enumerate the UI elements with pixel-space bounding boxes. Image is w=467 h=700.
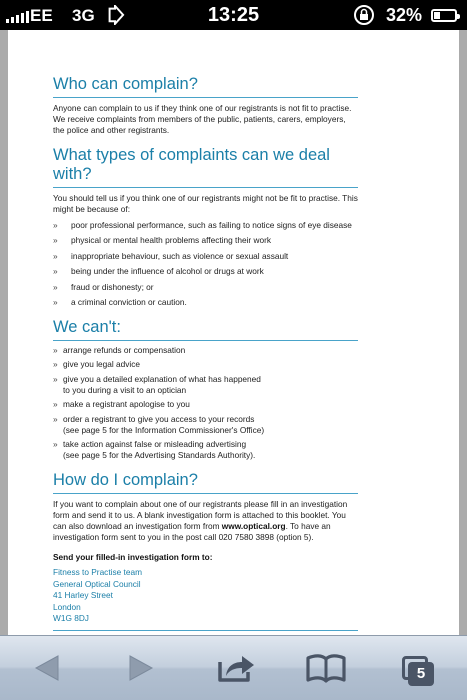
list-item: » fraud or dishonesty; or	[53, 282, 358, 293]
browser-toolbar	[0, 635, 467, 700]
document-content	[53, 75, 358, 635]
postal-address	[53, 567, 358, 625]
address-line: 41 Harley Street	[53, 590, 113, 601]
clock: 13:25	[207, 4, 260, 26]
section-who-can-complain	[53, 75, 358, 136]
list-item: » give you legal advice	[53, 359, 358, 370]
tabs-count-badge: 5	[408, 662, 434, 686]
list-item: » take action against false or misleading advertising (see page 5 for the Advertising Standards Authority).	[53, 439, 358, 461]
battery-percent: 32%	[386, 5, 423, 25]
status-bar	[0, 0, 467, 30]
list-item: » make a registrant apologise to you	[53, 399, 358, 410]
bookmarks-book-icon[interactable]	[303, 650, 349, 686]
section-heading: Who can complain?	[53, 75, 358, 98]
carrier-name: EE	[30, 6, 53, 25]
section-how-to-complain	[53, 471, 358, 625]
tabs-pages-button[interactable]	[398, 650, 444, 686]
share-icon[interactable]	[214, 650, 260, 686]
web-content-viewport[interactable]	[0, 30, 467, 635]
list-item: » a criminal conviction or caution.	[53, 297, 358, 308]
list-item: » order a registrant to give you access to your records (see page 5 for the Information Commissioner's Office)	[53, 414, 358, 436]
back-arrow-icon[interactable]	[25, 650, 71, 686]
send-form-label: Send your filled-in investigation form to:	[53, 552, 213, 562]
list-item: » poor professional performance, such as failing to notice signs of eye disease	[53, 220, 358, 231]
address-line: Fitness to Practise team	[53, 567, 142, 577]
document-page	[8, 30, 459, 635]
list-item: » physical or mental health problems affecting their work	[53, 235, 358, 246]
section-heading: What types of complaints can we deal with?	[53, 146, 358, 188]
list-item: » inappropriate behaviour, such as violence or sexual assault	[53, 251, 358, 262]
list-item: » being under the influence of alcohol or drugs at work	[53, 266, 358, 277]
address-line: General Optical Council	[53, 578, 141, 589]
forward-arrow-icon[interactable]	[117, 650, 163, 686]
section-paragraph: You should tell us if you think one of our registrants might not be fit to practise. This might be because of:	[53, 193, 358, 214]
section-paragraph: If you want to complain about one of our registrants please fill in an investigation form and send it to us. A blank investigation form is attached to this booklet. You can also download an investigation form from www.optical.org. To have an investigation form sent to you in the post call 020 7580 3898 (option 5).	[53, 499, 348, 542]
list-item: » arrange refunds or compensation	[53, 345, 358, 356]
section-we-cant	[53, 318, 358, 461]
address-line: London	[53, 601, 81, 612]
address-line: W1G 8DJ	[53, 613, 89, 624]
battery-icon	[431, 9, 457, 22]
bullet-list	[53, 345, 358, 462]
bullet-list	[53, 220, 358, 309]
list-item: » give you a detailed explanation of what has happened to you during a visit to an optician	[53, 374, 358, 396]
rotation-lock-icon	[352, 4, 376, 26]
section-complaint-types	[53, 146, 358, 308]
section-heading: How do I complain?	[53, 471, 358, 494]
section-divider	[53, 630, 358, 631]
website-link[interactable]: www.optical.org	[221, 521, 286, 531]
section-paragraph: Anyone can complain to us if they think one of our registrants is not fit to practise. We receive complaints from members of the public, patients, carers, employers, the police and other registrants.	[53, 103, 352, 135]
network-type: 3G	[72, 6, 95, 25]
section-heading: We can't:	[53, 318, 358, 341]
